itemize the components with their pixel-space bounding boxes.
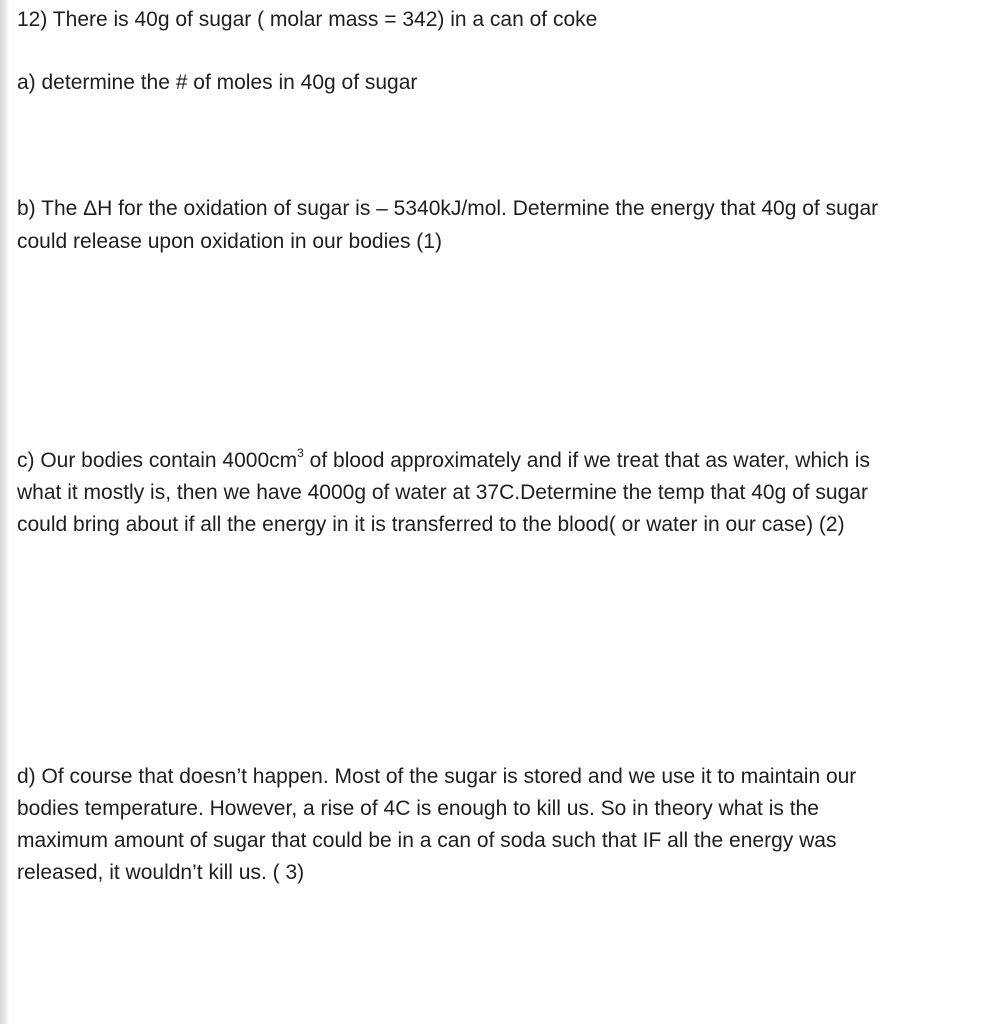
cubic-superscript: 3 — [297, 446, 304, 460]
part-c-line-1-end: of blood approximately and if we treat that as water, which is — [303, 449, 870, 472]
part-d-line-3: maximum amount of sugar that could be in a can of soda such that IF all the energy was — [17, 829, 837, 852]
part-c-line-2: what it mostly is, then we have 4000g of water at 37C.Determine the temp that 40g of sugar — [17, 481, 868, 504]
question-title: 12) There is 40g of sugar ( molar mass = 342) in a can of coke — [17, 8, 598, 31]
part-d-line-2: bodies temperature. However, a rise of 4C is enough to kill us. So in theory what is the — [17, 797, 819, 820]
part-b-line-2: could release upon oxidation in our bodies (1) — [17, 230, 442, 253]
part-c-line-1-start: c) Our bodies contain 4000cm — [17, 449, 298, 472]
page-edge-shadow — [0, 0, 9, 1024]
part-a-text: a) determine the # of moles in 40g of sugar — [17, 71, 418, 94]
part-b-line-1: b) The ΔH for the oxidation of sugar is – 5340kJ/mol. Determine the energy that 40g of sugar — [17, 197, 879, 220]
part-c-line-3: could bring about if all the energy in it is transferred to the blood( or water in our case) (2) — [17, 513, 845, 536]
part-c-line-1 — [17, 445, 870, 477]
part-d-line-1: d) Of course that doesn’t happen. Most of the sugar is stored and we use it to maintain our — [17, 765, 857, 788]
part-d-line-4: released, it wouldn’t kill us. ( 3) — [17, 861, 305, 884]
